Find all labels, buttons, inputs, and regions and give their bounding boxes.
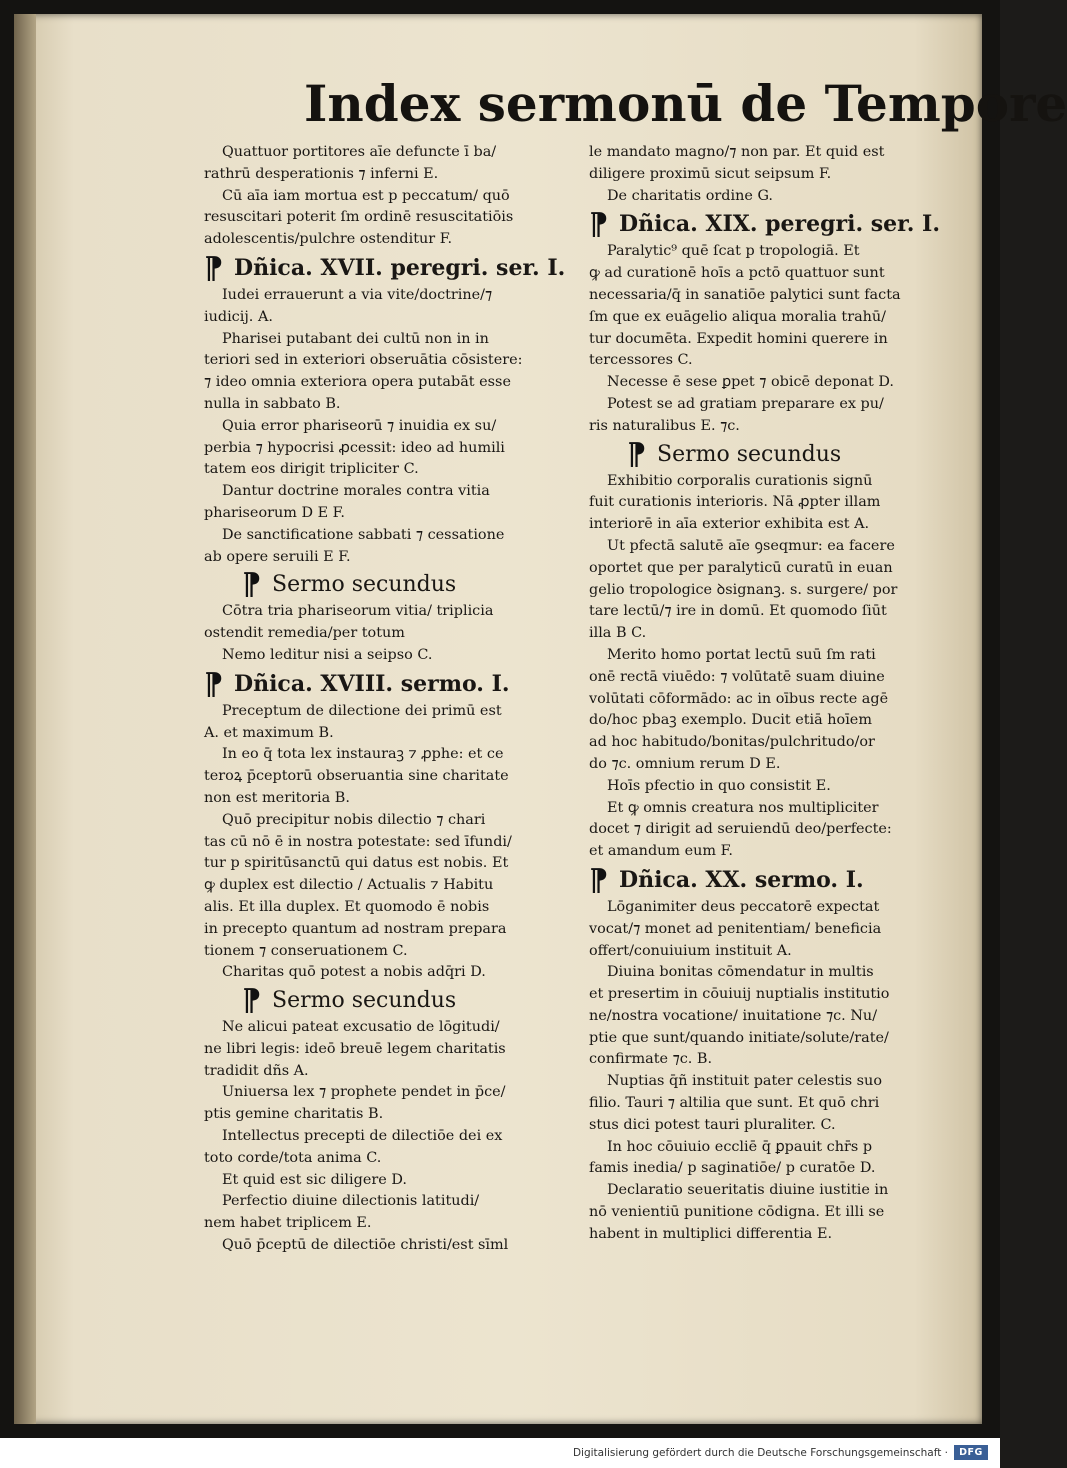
section-heading [204,250,574,286]
index-line: alis. Et illa duplex. Et quomodo ē nobis [204,898,490,915]
index-line: volūtati cōformādo: ac in oībus recte agē [589,690,889,707]
index-line: Preceptum de dilectione dei primū est [222,702,502,719]
index-line: le mandato magno/⁊ non par. Et quid est [589,144,885,160]
section-heading [204,666,574,702]
index-line: teroꝝ p̄ceptorū obseruantia sine charitate [204,768,509,785]
index-line: Ne alicui pateat excusatio de lōgitudi/ [222,1019,500,1036]
index-line: illa B C. [589,625,647,642]
index-line: De sanctificatione sabbati ⁊ cessatione [222,526,505,543]
index-line: famis inedia/ p saginatiōe/ p curatōe D. [589,1160,876,1177]
paragraph-mark-icon: ⁋ [627,436,647,472]
index-line: Declaratio seueritatis diuine iustitie in [607,1182,889,1199]
index-line: ptie que sunt/quando initiate/solute/rate/ [589,1029,889,1046]
index-line: ꝙ duplex est dilectio / Actualis ⁊ Habitu [204,877,494,894]
index-line: ad hoc habitudo/bonitas/pulchritudo/or [589,734,875,751]
page-title: Index sermonū de Tempore [304,74,1067,133]
right-column [589,142,974,1246]
index-line: De charitatis ordine G. [607,187,773,204]
index-line: Quō precipitur nobis dilectio ⁊ chari [222,811,486,828]
index-line: ne/nostra vocatione/ inuitatione ⁊c. Nu/ [589,1007,878,1024]
index-line: Charitas quō potest a nobis adq̄ri D. [222,964,486,981]
heading-text: Dñica. XVII. peregri. ser. I. [234,254,566,281]
index-line: ꝙ ad curationē hoīs a pctō quattuor sunt [589,265,885,282]
paragraph-mark-icon: ⁋ [589,862,609,898]
index-line: perbia ⁊ hypocrisi ꝓcessit: ideo ad humili [204,439,505,456]
index-line: Necesse ē sese ꝑpet ⁊ obicē deponat D. [607,374,894,391]
index-line: In eo q̄ tota lex instauraꝫ ⁊ ꝓphe: et ce [222,746,504,763]
index-line: necessaria/q̄ in sanatiōe palytici sunt facta [589,286,901,303]
paragraph-mark-icon: ⁋ [204,666,224,702]
index-line: et presertim in cōuiuij nuptialis institutio [589,986,890,1003]
index-line: ne libri legis: ideō breuē legem charitatis [204,1040,506,1057]
index-line: Iudei errauerunt a via vite/doctrine/⁊ [222,286,493,303]
index-line: toto corde/tota anima C. [204,1149,382,1166]
index-line: confirmate ⁊c. B. [589,1051,713,1068]
left-column [204,142,574,1257]
index-line: Cōtra tria phariseorum vitia/ triplicia [222,603,494,620]
dfg-logo: DFG [954,1445,988,1460]
heading-text: Dñica. XIX. peregri. ser. I. [619,211,940,238]
index-line: tradidit dñs A. [204,1062,309,1079]
index-line: tur p spiritūsanctū qui datus est nobis. Et [204,855,509,872]
index-line: Cū aīa iam mortua est p peccatum/ quō [222,187,510,204]
index-line: habent in multiplici differentia E. [589,1225,833,1242]
index-line: rathrū desperationis ⁊ inferni E. [204,165,439,182]
index-line: ⁊ ideo omnia exteriora opera putabāt esse [204,374,511,391]
index-line: gelio tropologice ꝺsignanꝫ. s. surgere/ por [589,581,898,598]
paragraph-mark-icon: ⁋ [589,207,609,243]
footer-bar [0,1438,1000,1468]
index-line: Quattuor portitores aīe defuncte ī ba/ [222,144,497,160]
paragraph-mark-icon: ⁋ [242,567,262,603]
index-line: Uniuersa lex ⁊ prophete pendet in p̄ce/ [222,1084,506,1101]
index-line: phariseorum D E F. [204,504,345,521]
index-line: Et quid est sic diligere D. [222,1171,407,1188]
index-line: tare lectū/⁊ ire in domū. Et quomodo ſiūt [589,603,887,620]
index-line: nulla in sabbato B. [204,395,341,412]
index-line: Exhibitio corporalis curationis signū [607,472,873,489]
index-line: ab opere seruili E F. [204,548,351,565]
index-line: interiorē in aīa exterior exhibita est A. [589,516,870,533]
index-line: nem habet triplicem E. [204,1215,372,1232]
paragraph-mark-icon: ⁋ [242,983,262,1019]
index-line: Et ꝙ omnis creatura nos multipliciter [607,799,879,816]
index-line: stus dici potest tauri pluraliter. C. [589,1116,836,1133]
index-line: do/hoc pbaꝫ exemplo. Ducit etiā hoīem [589,712,872,729]
index-line: nō venientiū punitione cōdigna. Et illi se [589,1204,885,1221]
index-line: Hoīs pfectio in quo consistit E. [607,777,831,794]
index-line: filio. Tauri ⁊ altilia que sunt. Et quō chri [589,1095,880,1112]
index-line: oportet que per paralyticū curatū in euan [589,559,893,576]
funding-notice: Digitalisierung gefördert durch die Deutsche Forschungsgemeinschaft · [572,1447,948,1459]
heading-text: Sermo secundus [272,572,457,598]
index-line: vocat/⁊ monet ad penitentiam/ beneficia [589,920,882,937]
index-line: Quō p̄ceptū de dilectiōe christi/est sīml [222,1237,509,1254]
index-line: Pharisei putabant dei cultū non in in [222,330,489,347]
index-line: Nuptias q̄ñ instituit pater celestis suo [607,1073,882,1090]
sermo-heading [204,983,574,1019]
book-page [14,14,1067,1424]
index-line: tatem eos dirigit tripliciter C. [204,461,419,478]
index-line: in precepto quantum ad nostram prepara [204,920,507,937]
index-line: Intellectus precepti de dilectiōe dei ex [222,1128,503,1145]
index-line: onē rectā viuēdo: ⁊ volūtatē suam diuine [589,668,885,685]
index-line: ptis gemine charitatis B. [204,1106,384,1123]
sermo-heading [589,436,974,472]
index-line: docet ⁊ dirigit ad seruiendū deo/perfecte: [589,821,892,838]
index-line: et amandum eum F. [589,843,733,860]
index-line: In hoc cōuiuio eccliē q̄ ꝑpauit chr̄s p [607,1138,873,1155]
index-line: Perfectio diuine dilectionis latitudi/ [222,1193,480,1210]
index-line: teriori sed in exteriori obseruātia cōsistere: [204,352,523,369]
index-line: do ⁊c. omnium rerum D E. [589,755,781,772]
index-line: A. et maximum B. [204,724,334,741]
heading-text: Dñica. XX. sermo. I. [619,866,864,893]
paragraph-mark-icon: ⁋ [204,250,224,286]
index-line: ris naturalibus E. ⁊c. [589,417,740,434]
index-line: Nemo leditur nisi a seipso C. [222,646,433,663]
page-gutter [14,14,36,1424]
index-line: Potest se ad gratiam preparare ex pu/ [607,395,884,412]
index-line: Merito homo portat lectū suū ſm rati [607,646,876,663]
index-line: Dantur doctrine morales contra vitia [222,483,490,500]
index-line: iudicij. A. [204,308,273,325]
index-line: diligere proximū sicut seipsum F. [589,165,832,182]
index-line: offert/conuiuium instituit A. [589,942,792,959]
heading-text: Dñica. XVIII. sermo. I. [234,670,510,697]
index-line: tur documēta. Expedit homini querere in [589,330,888,347]
index-line: Lōganimiter deus peccatorē expectat [607,898,880,915]
index-line: ſm que ex euāgelio aliqua moralia trahū/ [589,308,887,325]
index-line: Paralytic⁹ quē ſcat p tropologiā. Et [607,243,860,260]
index-line: non est meritoria B. [204,789,350,806]
index-line: adolescentis/pulchre ostenditur F. [204,231,453,248]
index-line: ostendit remedia/per totum [204,625,405,642]
section-heading [589,207,974,243]
index-line: tas cū nō ē in nostra potestate: sed īfundi/ [204,833,512,850]
heading-text: Sermo secundus [657,441,842,467]
section-heading [589,862,974,898]
index-line: tionem ⁊ conseruationem C. [204,942,408,959]
index-line: fuit curationis interioris. Nā ꝓpter illam [589,494,881,511]
sermo-heading [204,567,574,603]
index-line: Quia error phariseorū ⁊ inuidia ex su/ [222,417,497,434]
index-line: Ut pfectā salutē aīe ꝯseqmur: ea facere [607,537,895,554]
index-line: resuscitari poterit ſm ordinē resuscitatiōis [204,209,514,226]
heading-text: Sermo secundus [272,988,457,1014]
index-line: tercessores C. [589,352,693,369]
index-line: Diuina bonitas cōmendatur in multis [607,964,874,981]
